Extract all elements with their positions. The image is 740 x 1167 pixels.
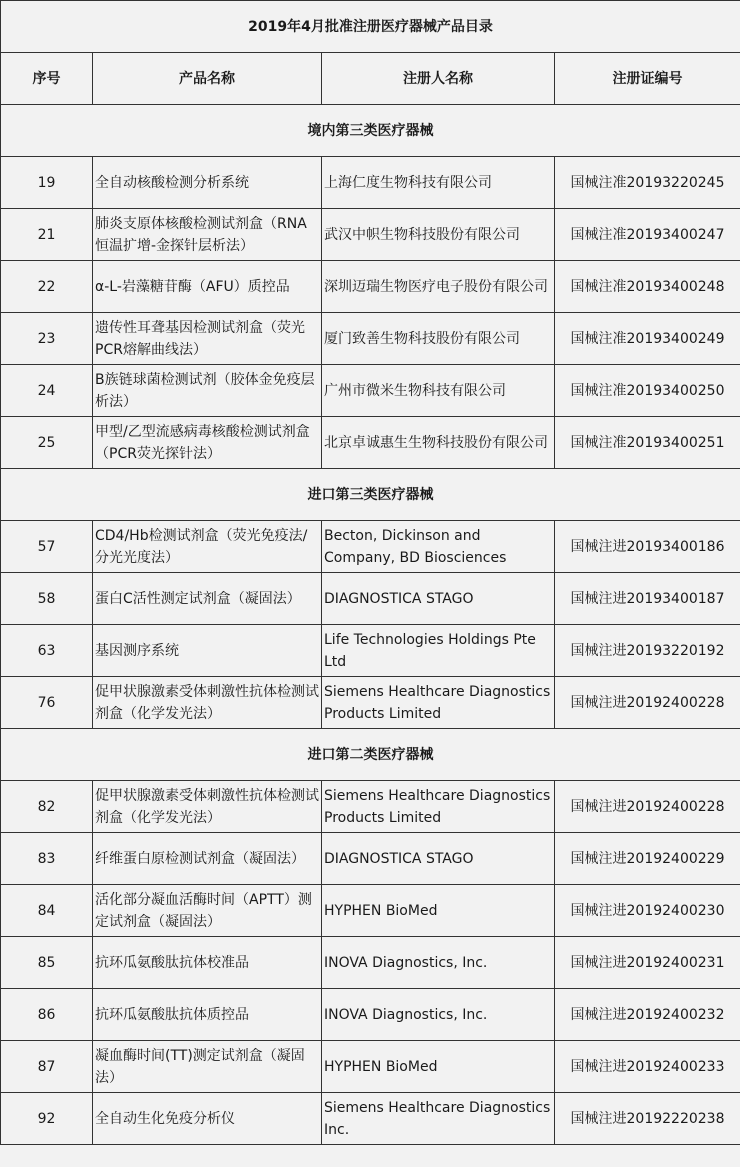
table-row [1,1041,740,1093]
cell-product-name: 遗传性耳聋基因检测试剂盒（荧光PCR熔解曲线法） [93,313,322,365]
section-row [1,729,740,781]
cell-product-name: 活化部分凝血活酶时间（APTT）测定试剂盒（凝固法） [93,885,322,937]
table-title: 2019年4月批准注册医疗器械产品目录 [1,1,740,53]
cell-registrant: 北京卓诚惠生生物科技股份有限公司 [322,417,555,469]
cell-product-name: CD4/Hb检测试剂盒（荧光免疫法/分光光度法） [93,521,322,573]
cell-registration-no: 国械注进20192400228 [555,677,740,729]
cell-registrant: Life Technologies Holdings Pte Ltd [322,625,555,677]
cell-registrant: 深圳迈瑞生物医疗电子股份有限公司 [322,261,555,313]
table-row [1,417,740,469]
cell-registrant: INOVA Diagnostics, Inc. [322,937,555,989]
cell-product-name: 抗环瓜氨酸肽抗体质控品 [93,989,322,1041]
cell-no: 19 [1,157,93,209]
section-label: 进口第三类医疗器械 [1,469,740,521]
cell-registrant: 武汉中帜生物科技股份有限公司 [322,209,555,261]
cell-registration-no: 国械注进20193220192 [555,625,740,677]
cell-registration-no: 国械注准20193400249 [555,313,740,365]
cell-product-name: 甲型/乙型流感病毒核酸检测试剂盒（PCR荧光探针法） [93,417,322,469]
cell-product-name: 全自动生化免疫分析仪 [93,1093,322,1145]
cell-registrant: 厦门致善生物科技股份有限公司 [322,313,555,365]
cell-registrant: Siemens Healthcare Diagnostics Inc. [322,1093,555,1145]
cell-no: 86 [1,989,93,1041]
cell-product-name: 肺炎支原体核酸检测试剂盒（RNA恒温扩增-金探针层析法） [93,209,322,261]
section-label: 境内第三类医疗器械 [1,105,740,157]
cell-registration-no: 国械注准20193400251 [555,417,740,469]
section-row [1,469,740,521]
table-row [1,521,740,573]
header-no: 序号 [1,53,93,105]
cell-registration-no: 国械注进20193400186 [555,521,740,573]
table-row [1,781,740,833]
table-row [1,365,740,417]
table-row [1,989,740,1041]
cell-registrant: DIAGNOSTICA STAGO [322,573,555,625]
cell-registration-no: 国械注进20192400228 [555,781,740,833]
header-registrant: 注册人名称 [322,53,555,105]
cell-no: 84 [1,885,93,937]
cell-product-name: α-L-岩藻糖苷酶（AFU）质控品 [93,261,322,313]
table-row [1,625,740,677]
table-row [1,833,740,885]
cell-product-name: 蛋白C活性测定试剂盒（凝固法） [93,573,322,625]
cell-registration-no: 国械注准20193400248 [555,261,740,313]
table-row [1,573,740,625]
cell-no: 76 [1,677,93,729]
cell-registration-no: 国械注进20192400231 [555,937,740,989]
cell-product-name: 凝血酶时间(TT)测定试剂盒（凝固法） [93,1041,322,1093]
cell-product-name: 基因测序系统 [93,625,322,677]
table-row [1,157,740,209]
cell-product-name: 纤维蛋白原检测试剂盒（凝固法） [93,833,322,885]
cell-registrant: HYPHEN BioMed [322,885,555,937]
cell-registration-no: 国械注进20192400233 [555,1041,740,1093]
cell-no: 58 [1,573,93,625]
cell-registrant: Becton, Dickinson and Company, BD Biosciences [322,521,555,573]
cell-no: 22 [1,261,93,313]
section-label: 进口第二类医疗器械 [1,729,740,781]
cell-registration-no: 国械注进20192400230 [555,885,740,937]
cell-no: 82 [1,781,93,833]
cell-registrant: Siemens Healthcare Diagnostics Products Limited [322,781,555,833]
table-row [1,677,740,729]
cell-registrant: 上海仁度生物科技有限公司 [322,157,555,209]
cell-registration-no: 国械注准20193400247 [555,209,740,261]
cell-no: 23 [1,313,93,365]
cell-no: 21 [1,209,93,261]
table-row [1,937,740,989]
cell-no: 24 [1,365,93,417]
cell-registrant: 广州市微米生物科技有限公司 [322,365,555,417]
table-row [1,1093,740,1145]
cell-registration-no: 国械注准20193220245 [555,157,740,209]
cell-registration-no: 国械注准20193400250 [555,365,740,417]
cell-registration-no: 国械注进20193400187 [555,573,740,625]
cell-no: 63 [1,625,93,677]
header-product-name: 产品名称 [93,53,322,105]
cell-registrant: HYPHEN BioMed [322,1041,555,1093]
cell-product-name: 抗环瓜氨酸肽抗体校准品 [93,937,322,989]
table-row [1,209,740,261]
header-row [1,53,740,105]
title-row [1,1,740,53]
cell-no: 57 [1,521,93,573]
cell-no: 92 [1,1093,93,1145]
table-row [1,885,740,937]
cell-product-name: B族链球菌检测试剂（胶体金免疫层析法） [93,365,322,417]
cell-registrant: INOVA Diagnostics, Inc. [322,989,555,1041]
table-row [1,261,740,313]
cell-registration-no: 国械注进20192220238 [555,1093,740,1145]
cell-no: 25 [1,417,93,469]
cell-registrant: Siemens Healthcare Diagnostics Products Limited [322,677,555,729]
cell-no: 85 [1,937,93,989]
section-row [1,105,740,157]
cell-registrant: DIAGNOSTICA STAGO [322,833,555,885]
cell-no: 83 [1,833,93,885]
cell-product-name: 促甲状腺激素受体刺激性抗体检测试剂盒（化学发光法） [93,677,322,729]
cell-product-name: 全自动核酸检测分析系统 [93,157,322,209]
cell-registration-no: 国械注进20192400229 [555,833,740,885]
cell-registration-no: 国械注进20192400232 [555,989,740,1041]
cell-product-name: 促甲状腺激素受体刺激性抗体检测试剂盒（化学发光法） [93,781,322,833]
header-registration-no: 注册证编号 [555,53,740,105]
table-body [1,1,740,1145]
cell-no: 87 [1,1041,93,1093]
table-row [1,313,740,365]
